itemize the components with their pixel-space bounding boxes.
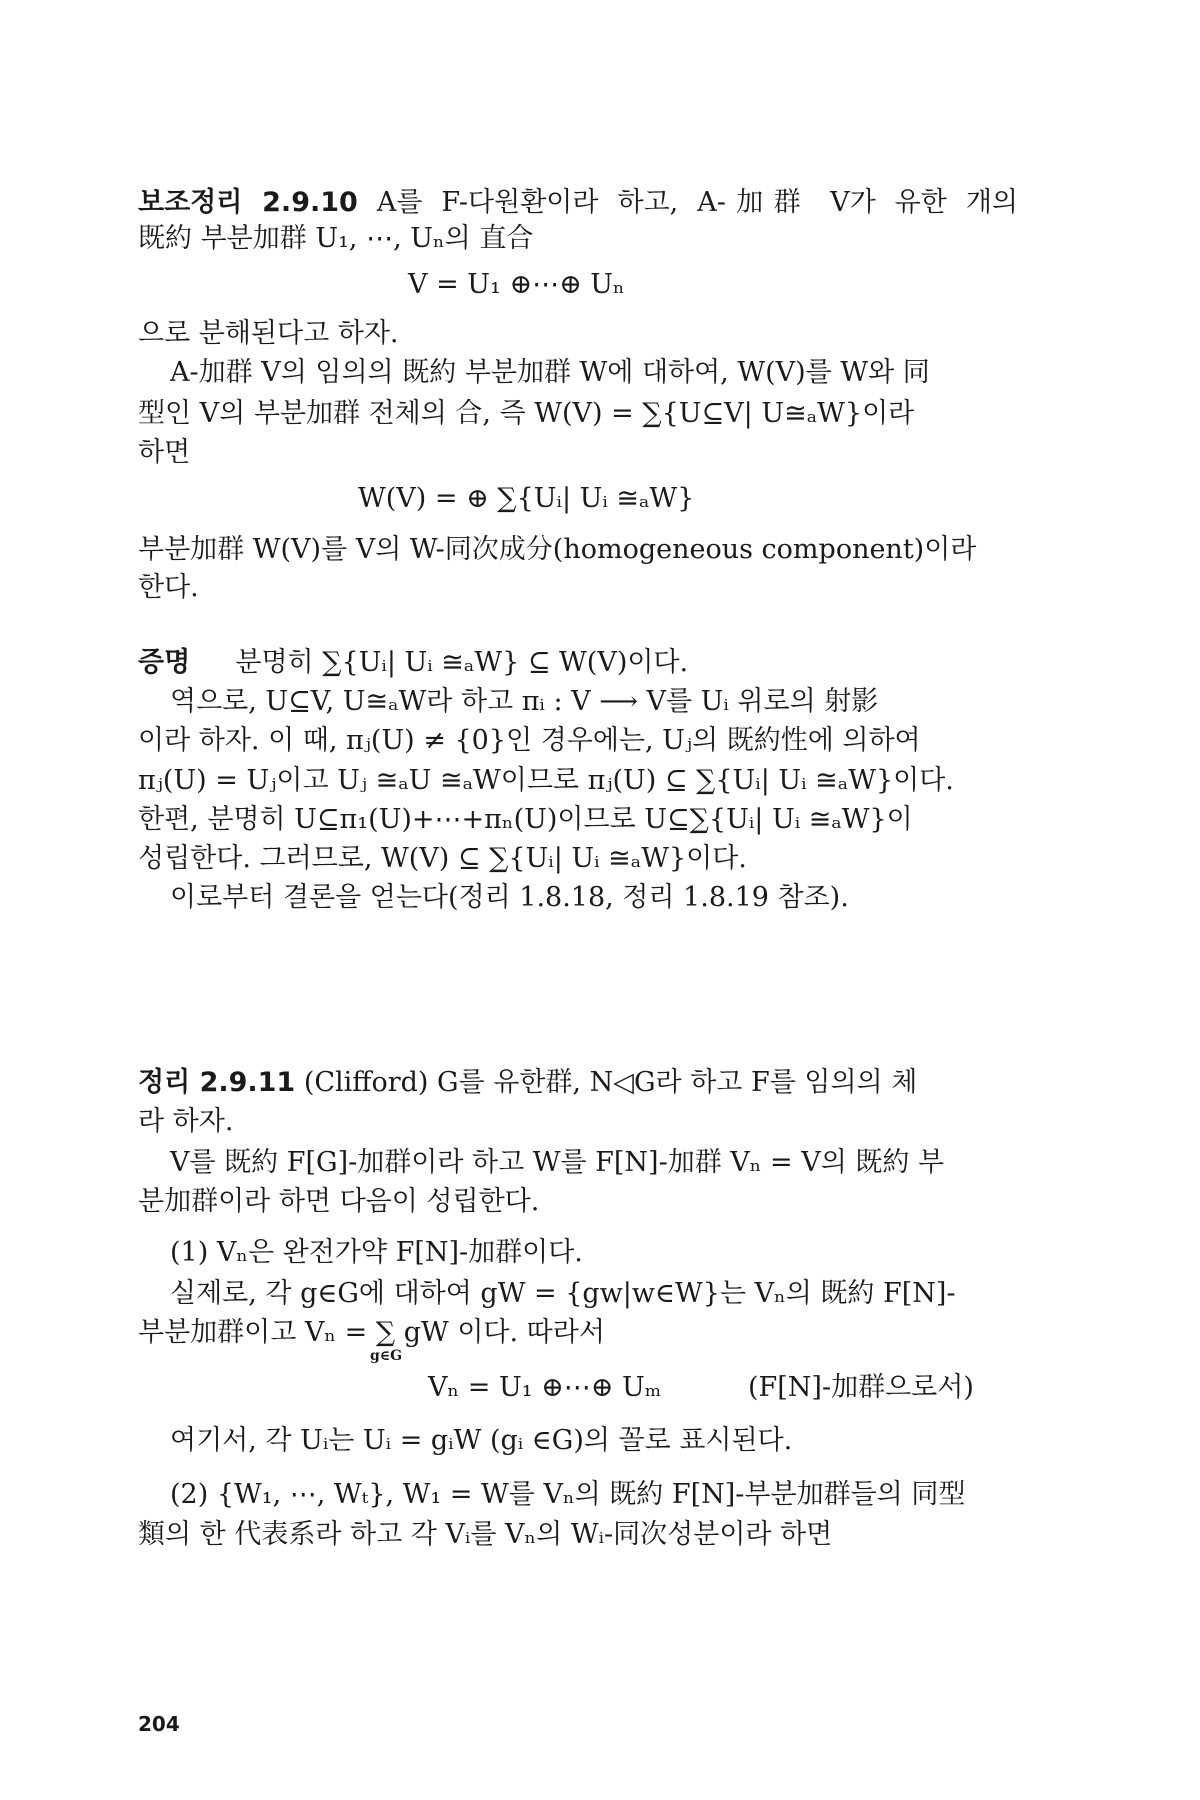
lemma-equation-2: W(V) = ⊕ ∑{Uᵢ| Uᵢ ≅ₐW} <box>358 483 695 514</box>
proof-line-4: πⱼ(U) = Uⱼ이고 Uⱼ ≅ₐU ≅ₐW이므로 πⱼ(U) ⊆ ∑{Uᵢ| Uᵢ ≅ₐW}이다. <box>138 765 954 796</box>
theorem-line-7: 여기서, 각 Uᵢ는 Uᵢ = gᵢW (gᵢ ∈G)의 꼴로 표시된다. <box>170 1425 793 1456</box>
proof-line-6: 성립한다. 그러므로, W(V) ⊆ ∑{Uᵢ| Uᵢ ≅ₐW}이다. <box>138 843 747 874</box>
theorem-line-6: 부분加群이고 Vₙ = ∑ gW 이다. 따라서 <box>138 1317 605 1348</box>
lemma-equation: V = U₁ ⊕⋯⊕ Uₙ <box>408 269 625 300</box>
theorem-line-8: 類의 한 代表系라 하고 각 Vᵢ를 Vₙ의 Wᵢ-同次성분이라 하면 <box>138 1519 833 1550</box>
theorem-line-5: 실제로, 각 g∈G에 대하여 gW = {gw|w∈W}는 Vₙ의 既約 F[N]- <box>170 1278 956 1309</box>
lemma-line-1 <box>138 186 1018 220</box>
sum-index: g∈G <box>370 1348 403 1364</box>
lemma-line-3: 으로 분해된다고 하자. <box>138 318 399 349</box>
proof-line-3: 이라 하자. 이 때, πⱼ(U) ≠ {0}인 경우에는, Uⱼ의 既約性에 의하여 <box>138 725 921 756</box>
lemma-text-1: A를 F-다원환이라 하고, A-加群 V가 유한 개의 <box>376 187 1019 218</box>
proof-line-1 <box>138 646 688 680</box>
lemma-line-6: 하면 <box>138 437 191 468</box>
lemma-block <box>138 186 1019 603</box>
theorem-line-4: 분加群이라 하면 다음이 성립한다. <box>138 1186 540 1217</box>
proof-line-7: 이로부터 결론을 얻는다(정리 1.8.18, 정리 1.8.19 참조). <box>170 882 849 913</box>
theorem-line-1 <box>138 1066 917 1100</box>
theorem-text-1: (Clifford) G를 유한群, N◁G라 하고 F를 임의의 체 <box>303 1067 918 1098</box>
lemma-line-5: 型인 V의 부분加群 전체의 合, 즉 W(V) = ∑{U⊆V| U≅ₐW}이라 <box>138 398 915 429</box>
lemma-line-2: 既約 부분加群 U₁, ⋯, Uₙ의 直合 <box>138 223 534 254</box>
theorem-equation: Vₙ = U₁ ⊕⋯⊕ Uₘ <box>428 1372 662 1403</box>
theorem-equation-note: (F[N]-加群으로서) <box>748 1372 974 1403</box>
proof-line-2: 역으로, U⊆V, U≅ₐW라 하고 πᵢ : V ⟶ V를 Uᵢ 위로의 射影 <box>170 686 879 717</box>
proof-label: 증명 <box>138 647 191 678</box>
proof-text-1: 분명히 ∑{Uᵢ| Uᵢ ≅ₐW} ⊆ W(V)이다. <box>235 647 689 678</box>
theorem-label: 정리 2.9.11 <box>138 1067 296 1098</box>
theorem-item-1: (1) Vₙ은 완전가약 F[N]-加群이다. <box>170 1237 583 1268</box>
theorem-line-3: V를 既約 F[G]-加群이라 하고 W를 F[N]-加群 Vₙ = V의 既約 부 <box>170 1147 945 1178</box>
proof-line-5: 한편, 분명히 U⊆π₁(U)+⋯+πₙ(U)이므로 U⊆∑{Uᵢ| Uᵢ ≅ₐW}이 <box>138 804 913 835</box>
proof-block <box>138 646 1018 916</box>
lemma-line-8: 한다. <box>138 572 199 603</box>
theorem-item-2: (2) {W₁, ⋯, Wₜ}, W₁ = W를 Vₙ의 既約 F[N]-부분加群들의 同型 <box>170 1479 966 1510</box>
lemma-line-7: 부분加群 W(V)를 V의 W-同次成分(homogeneous component)이라 <box>138 534 977 565</box>
lemma-line-4: A-加群 V의 임의의 既約 부분加群 W에 대하여, W(V)를 W와 同 <box>170 357 930 388</box>
theorem-line-2: 라 하자. <box>138 1106 234 1137</box>
lemma-label: 보조정리 2.9.10 <box>138 187 358 218</box>
page-number: 204 <box>138 1712 180 1736</box>
theorem-block <box>138 1066 1018 1666</box>
